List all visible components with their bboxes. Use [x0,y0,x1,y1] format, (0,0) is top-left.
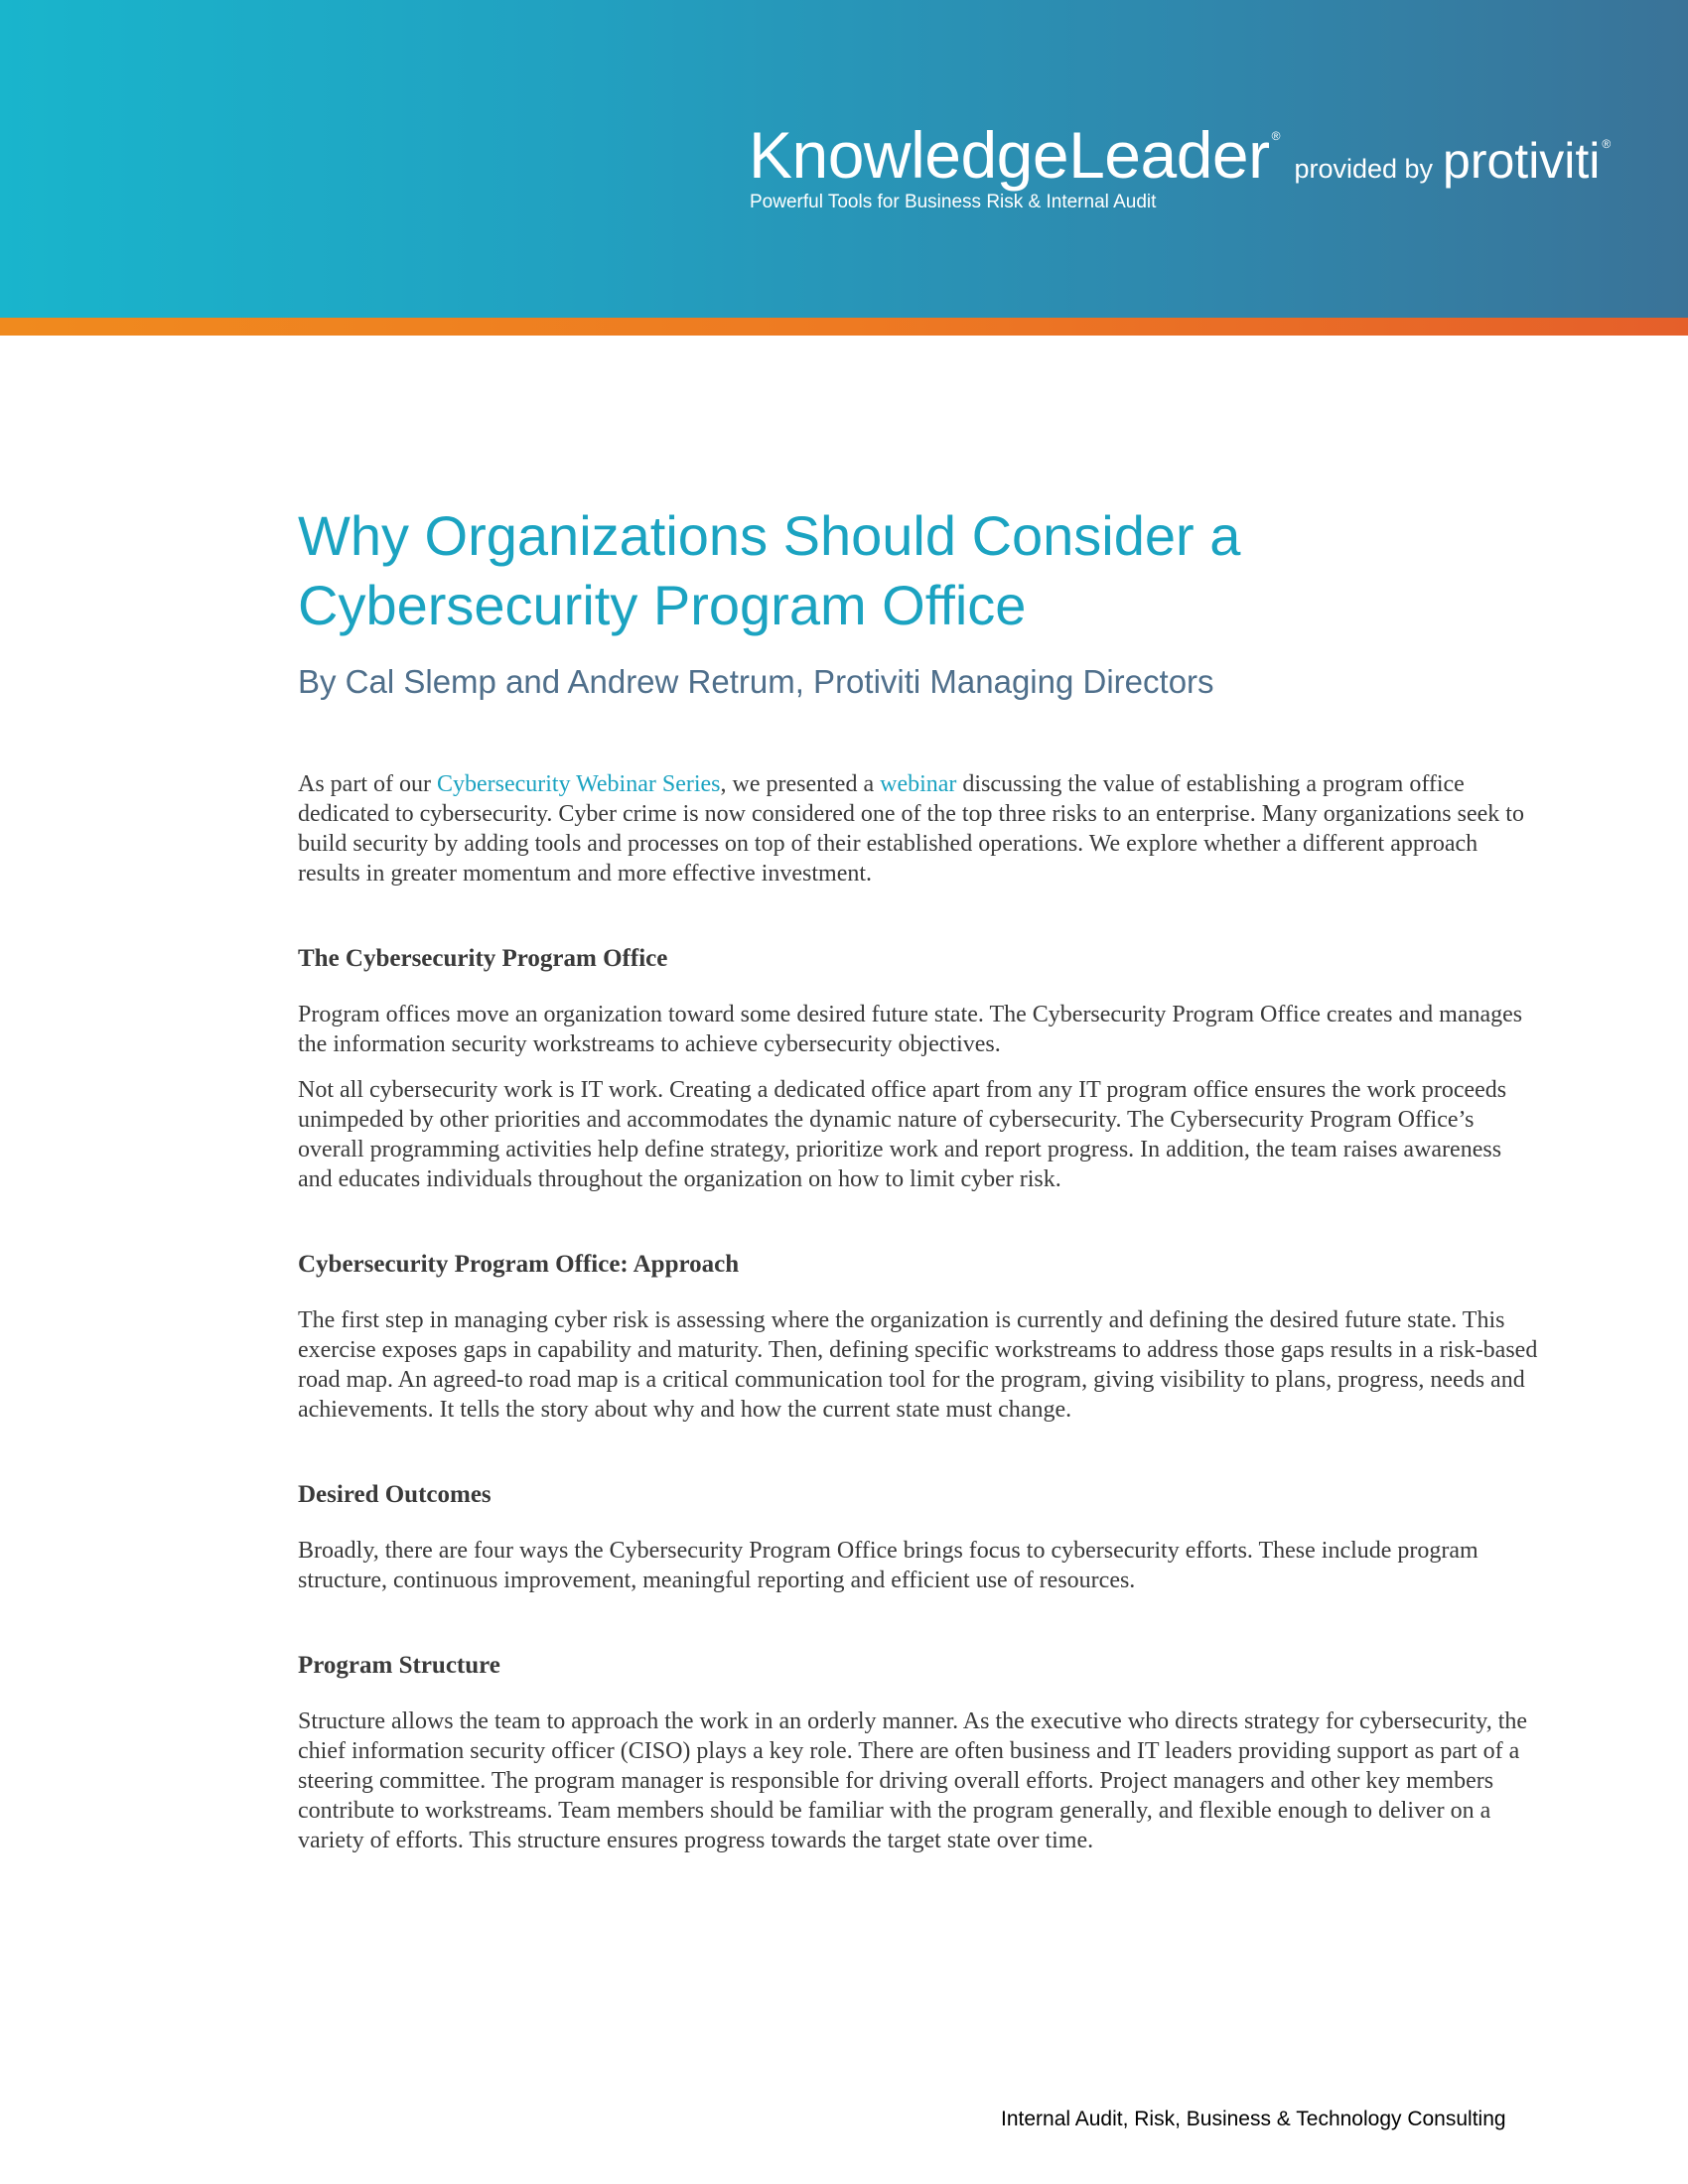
intro-text-3: discussing the value of establishing a program office dedicated to cybersecurity. Cyber crime is now considered one of the top three risks to an enterprise. Many organizations seek to build security by adding tools and processes on top of their established operations. We explore whether a different approach results in greater momentum and more effective investment. [298,771,1524,887]
section-paragraph: Program offices move an organization toward some desired future state. The Cybersecurity Program Office creates and manages the information security workstreams to achieve cybersecurity objectives. [298,1002,1523,1057]
section-paragraph: The first step in managing cyber risk is assessing where the organization is currently and defining the desired future state. This exercise exposes gaps in capability and maturity. Then, defining specific workstreams to address those gaps results in a risk-based road map. An agreed-to road map is a critical communication tool for the program, giving visibility to plans, progress, needs and achievements. It tells the story about why and how the current state must change. [298,1307,1538,1423]
brand-registered-mark: ® [1271,129,1281,143]
page-footer: Internal Audit, Risk, Business & Technology Consulting [1001,2108,1506,2130]
webinar-link[interactable]: webinar [880,771,957,797]
section-paragraph: Not all cybersecurity work is IT work. Creating a dedicated office apart from any IT program office ensures the work proceeds unimpeded by other priorities and accommodates the dynamic nature of cybersecurity. The Cybersecurity Program Office’s overall programming activities help define strategy, prioritize work and report progress. In addition, the team raises awareness and educates individuals throughout the organization on how to limit cyber risk. [298,1077,1507,1192]
section-heading-approach: Cybersecurity Program Office: Approach [298,1251,740,1278]
section-heading-program-structure: Program Structure [298,1652,500,1679]
section-paragraph: Broadly, there are four ways the Cybersecurity Program Office brings focus to cybersecurity efforts. These include program structure, continuous improvement, meaningful reporting and efficient use of resources. [298,1538,1478,1593]
intro-text-2: , we presented a [720,771,881,797]
article-title: Why Organizations Should Consider a Cybersecurity Program Office [298,504,1241,636]
brand-logo [749,117,1611,193]
provided-by-label: provided by [1294,154,1434,184]
company-registered-mark: ® [1602,137,1612,151]
intro-text-1: As part of our [298,771,437,797]
section-paragraph: Structure allows the team to approach the work in an orderly manner. As the executive who directs strategy for cybersecurity, the chief information security officer (CISO) plays a key role. There are often business and IT leaders providing support as part of a steering committee. The program manager is responsible for driving overall efforts. Project managers and other key members contribute to workstreams. Team members should be familiar with the program generally, and flexible enough to deliver on a variety of efforts. This structure ensures progress towards the target state over time. [298,1708,1528,1853]
header-accent-stripe [0,318,1688,336]
brand-name: KnowledgeLeader [749,118,1270,192]
brand-tagline: Powerful Tools for Business Risk & Internal Audit [750,192,1157,212]
article-body [298,769,1539,1871]
article-byline: By Cal Slemp and Andrew Retrum, Protiviti Managing Directors [298,663,1214,700]
intro-paragraph [298,769,1539,888]
cybersecurity-webinar-series-link[interactable]: Cybersecurity Webinar Series [436,771,721,797]
company-name: protiviti [1443,133,1601,189]
section-heading-program-office: The Cybersecurity Program Office [298,945,668,972]
section-heading-desired-outcomes: Desired Outcomes [298,1481,492,1508]
